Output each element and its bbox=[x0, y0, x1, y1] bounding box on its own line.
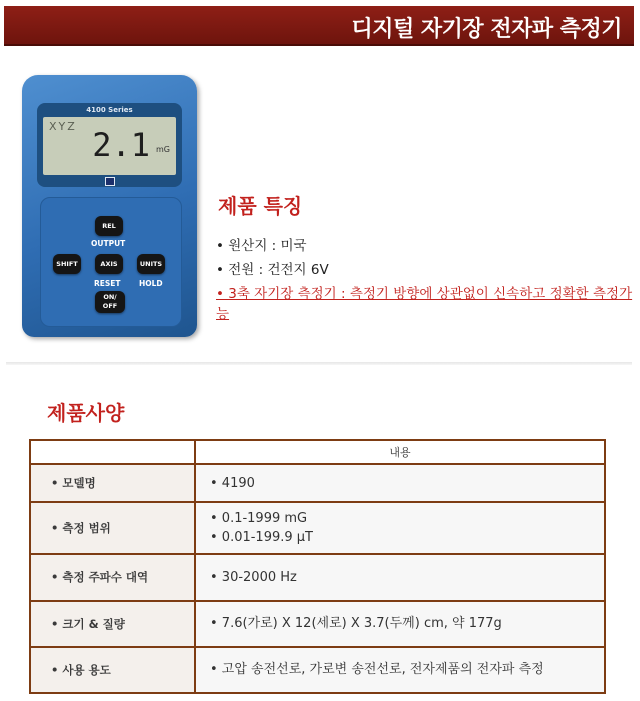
value-line: • 4190 bbox=[210, 475, 255, 491]
power-off-label: OFF bbox=[102, 302, 118, 310]
row-label: • 측정 범위 bbox=[30, 502, 195, 554]
row-value bbox=[195, 601, 605, 647]
axis-button: AXIS bbox=[95, 254, 123, 274]
row-value bbox=[195, 554, 605, 600]
table-row bbox=[30, 601, 605, 647]
lcd-axes: XYZ bbox=[49, 120, 77, 133]
value-line: • 0.1-1999 mG bbox=[210, 511, 308, 527]
output-label: OUTPUT bbox=[91, 239, 126, 248]
shift-button: SHIFT bbox=[53, 254, 81, 274]
table-row bbox=[30, 647, 605, 693]
button-panel bbox=[40, 197, 182, 327]
features-list bbox=[216, 236, 640, 322]
lcd-reading: 2.1 bbox=[92, 126, 150, 164]
specs-table bbox=[29, 439, 606, 694]
section-divider bbox=[6, 362, 632, 365]
row-label: • 측정 주파수 대역 bbox=[30, 554, 195, 600]
value-line: • 고압 송전선로, 가로변 송전선로, 전자제품의 전자파 측정 bbox=[210, 662, 544, 678]
row-label: • 사용 용도 bbox=[30, 647, 195, 693]
value-line: • 30-2000 Hz bbox=[210, 569, 297, 585]
specs-title: 제품사양 bbox=[47, 401, 125, 425]
feature-3axis: • 3축 자기장 측정기 : 측정기 방향에 상관없이 신속하고 정확한 측정가능 bbox=[216, 286, 633, 322]
row-label: • 크기 & 질량 bbox=[30, 601, 195, 647]
units-button: UNITS bbox=[137, 254, 165, 274]
value-line: • 7.6(가로) X 12(세로) X 3.7(두께) cm, 약 177g bbox=[210, 616, 502, 632]
value-line: • 0.01-199.9 μT bbox=[210, 530, 313, 546]
header-cell-content: 내용 bbox=[195, 440, 605, 464]
feature-origin: • 원산지 : 미국 bbox=[216, 238, 307, 254]
row-value bbox=[195, 464, 605, 502]
header-cell-blank bbox=[30, 440, 195, 464]
header-banner bbox=[4, 6, 634, 46]
lcd-unit: mG bbox=[156, 145, 170, 154]
brand-logo-icon bbox=[105, 177, 115, 186]
feature-power: • 전원 : 건전지 6V bbox=[216, 262, 329, 278]
row-label: • 모델명 bbox=[30, 464, 195, 502]
row-value bbox=[195, 647, 605, 693]
power-on-label: ON/ bbox=[103, 293, 117, 301]
features-title: 제품 특징 bbox=[218, 194, 303, 218]
series-label: 4100 Series bbox=[86, 106, 133, 114]
hold-label: HOLD bbox=[139, 279, 163, 288]
meter-device-image bbox=[22, 75, 197, 337]
power-button bbox=[95, 291, 125, 313]
lcd-display bbox=[43, 117, 176, 175]
reset-label: RESET bbox=[94, 279, 121, 288]
table-row bbox=[30, 464, 605, 502]
table-row bbox=[30, 554, 605, 600]
rel-button: REL bbox=[95, 216, 123, 236]
table-header-row bbox=[30, 440, 605, 464]
page-title: 디지털 자기장 전자파 측정기 bbox=[351, 17, 622, 42]
table-row bbox=[30, 502, 605, 554]
row-value bbox=[195, 502, 605, 554]
lcd-frame bbox=[37, 103, 182, 187]
